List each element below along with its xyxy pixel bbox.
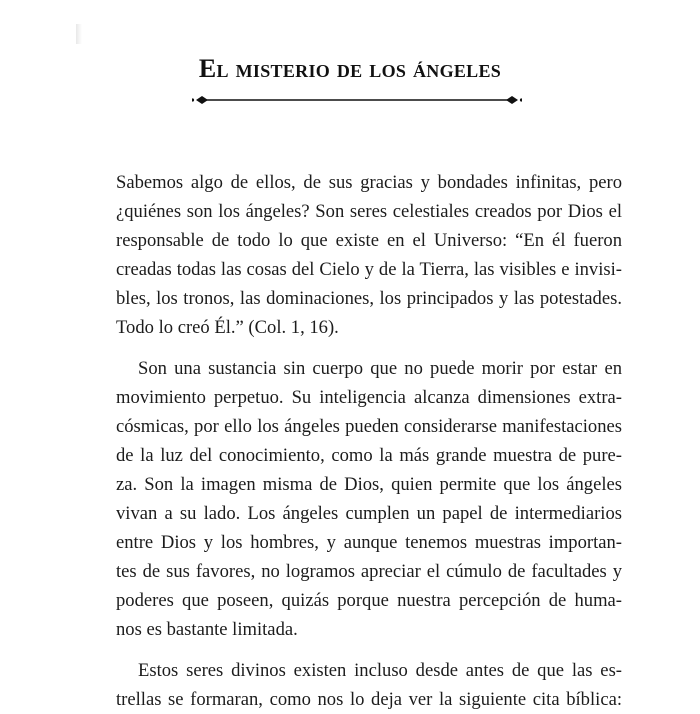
chapter-title: El misterio de los ángeles	[198, 54, 502, 83]
text-line: movimiento perpetuo. Su inteligencia alcanza dimensiones extra-	[116, 387, 622, 408]
text-line: entre Dios y los hombres, y aunque tenemos muestras importan-	[116, 532, 622, 553]
text-line: creadas todas las cosas del Cielo y de la Tierra, las visibles e invisi-	[116, 259, 622, 280]
text-line: Sabemos algo de ellos, de sus gracias y bondades infinitas, pero	[116, 172, 622, 193]
text-line: tes de sus favores, no logramos apreciar el cúmulo de facultades y	[116, 561, 622, 582]
text-line: Estos seres divinos existen incluso desde antes de que las es-	[138, 660, 622, 681]
paragraph-2	[116, 354, 622, 644]
right-diamond-icon	[506, 96, 518, 104]
paragraph-3	[116, 656, 622, 714]
paragraph-1	[116, 168, 622, 342]
scan-edge-shadow	[76, 24, 82, 44]
text-line: bles, los tronos, las dominaciones, los principados y las potestades.	[116, 288, 622, 309]
text-line: trellas se formaran, como nos lo deja ver la siguiente cita bíblica:	[116, 689, 622, 710]
text-line: responsable de todo lo que existe en el Universo: “En él fueron	[116, 230, 622, 251]
text-line: vivan a su lado. Los ángeles cumplen un papel de intermediarios	[116, 503, 622, 524]
text-line: nos es bastante limitada.	[116, 619, 298, 640]
title-ornament-rule	[192, 94, 522, 106]
left-diamond-icon	[196, 96, 208, 104]
text-line: de la luz del conocimiento, como la más grande muestra de pure-	[116, 445, 622, 466]
text-line: za. Son la imagen misma de Dios, quien permite que los ángeles	[116, 474, 622, 495]
text-line: cósmicas, por ello los ángeles pueden considerarse manifestaciones	[116, 416, 622, 437]
text-line: Todo lo creó Él.” (Col. 1, 16).	[116, 317, 339, 338]
text-line: poderes que poseen, quizás porque nuestra percepción de huma-	[116, 590, 622, 611]
body-text	[116, 168, 622, 714]
text-line: ¿quiénes son los ángeles? Son seres celestiales creados por Dios el	[116, 201, 622, 222]
text-line: Son una sustancia sin cuerpo que no puede morir por estar en	[138, 358, 622, 379]
